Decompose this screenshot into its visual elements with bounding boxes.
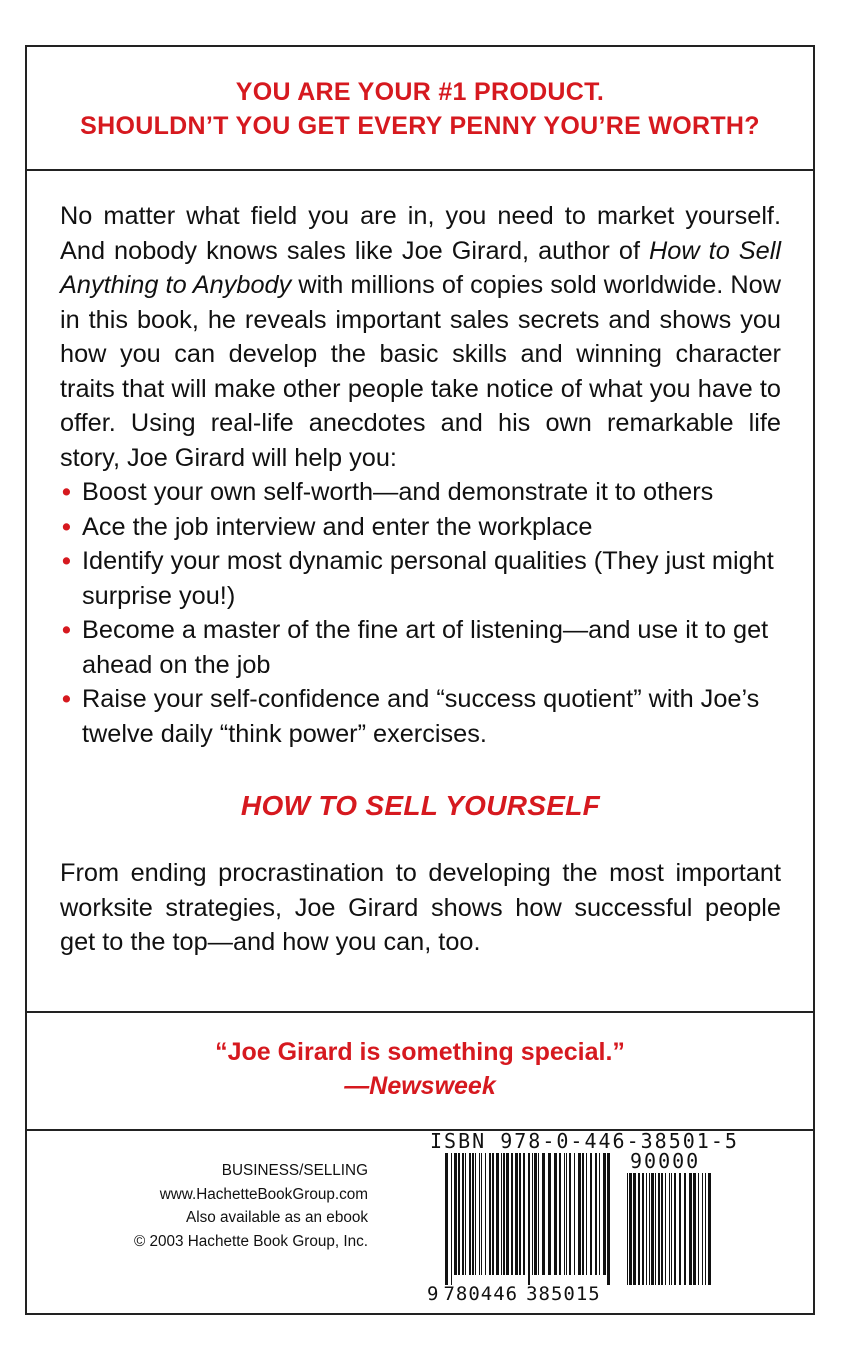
list-item-text: Identify your most dynamic personal qualities (They just might surprise you!) [82,547,774,610]
barcode-icon [445,1153,610,1285]
headline-line-1: YOU ARE YOUR #1 PRODUCT. [235,78,605,106]
list-item [60,475,781,510]
footer [27,1129,813,1317]
back-cover-frame [25,45,815,1315]
headline-line-2: SHOULDN’T YOU GET EVERY PENNY YOU’RE WORTH? [80,112,760,140]
ean-digits [427,1283,601,1305]
list-item [60,510,781,545]
list-item-text: Ace the job interview and enter the workplace [82,512,593,541]
addon-barcode-icon [627,1173,711,1285]
bullet-icon: • [62,616,71,644]
isbn-label: ISBN 978-0-446-38501-5 [430,1129,739,1153]
body-copy [27,169,813,960]
bullet-icon: • [62,478,71,506]
list-item [60,613,781,682]
category-label: BUSINESS/SELLING [221,1162,368,1179]
website-link[interactable]: www.HachetteBookGroup.com [159,1185,368,1203]
bullet-icon: • [62,512,71,541]
headline [27,47,813,169]
intro-paragraph [60,199,781,475]
benefit-list [60,475,781,751]
list-item-text: Raise your self-confidence and “success quotient” with Joe’s twelve daily “think power” exercises. [82,685,760,748]
quote-attribution: —Newsweek [344,1072,496,1100]
list-item-text: Boost your own self-worth—and demonstrate it to others [82,478,714,506]
intro-text-start: No matter what field you are in, you need to market yourself. And nobody knows sales like Joe Girard, author of [60,202,781,265]
addon-digits: 90000 [630,1149,701,1173]
pull-quote [27,1011,813,1129]
quote-text: “Joe Girard is something special.” [215,1038,625,1066]
list-item-text: Become a master of the fine art of listening—and use it to get ahead on the job [82,616,769,679]
list-item [60,544,781,613]
subheading: HOW TO SELL YOURSELF [240,790,601,821]
ean-group-1: 780446 [443,1283,519,1305]
bullet-icon: • [62,547,71,575]
publisher-info [134,1159,368,1253]
list-item [60,682,781,751]
ean-first-digit: 9 [427,1283,440,1305]
bullet-icon: • [62,685,71,713]
ebook-note: Also available as an ebook [186,1209,368,1226]
copyright-line: © 2003 Hachette Book Group, Inc. [133,1232,368,1250]
book-title: How to Sell Anything to Anybody [60,236,781,299]
intro-text-end: with millions of copies sold worldwide. Now in this book, he reveals important sales secrets and shows you how you can develop the basic skills and winning character traits that will make other people take notice of what you have to offer. Using real-life anecdotes and his own remarkable life story, Joe Girard will help you: [60,271,781,472]
ean-group-2: 385015 [526,1283,601,1305]
closing-paragraph: From ending procrastination to developing the most important worksite strategies, Joe Girard shows how successful people get to the top—and how you can, too. [60,859,781,956]
